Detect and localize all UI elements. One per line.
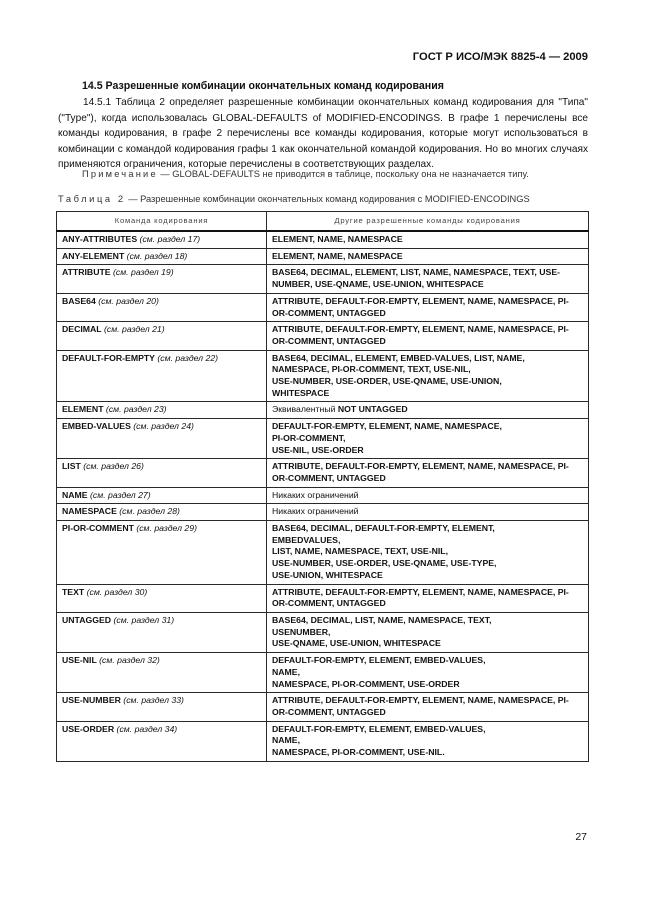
table-caption (58, 193, 588, 205)
table-row (57, 322, 589, 350)
allowed-commands-cell (267, 504, 589, 521)
section-reference: (см. раздел 33) (120, 695, 184, 706)
section-reference: (см. раздел 32) (96, 655, 160, 666)
note (82, 168, 588, 180)
table-row (57, 402, 589, 419)
allowed-commands: ATTRIBUTE, DEFAULT-FOR-EMPTY, ELEMENT, NAME, NAMESPACE, PI-OR-COMMENT, UNTAGGED (272, 461, 569, 483)
allowed-commands-cell (267, 653, 589, 693)
command-cell (57, 231, 267, 248)
command-cell (57, 293, 267, 321)
section-reference: (см. раздел 26) (80, 461, 144, 472)
table-row (57, 612, 589, 652)
table-row (57, 419, 589, 459)
col-header-allowed: Другие разрешенные команды кодирования (267, 212, 589, 232)
command-name: ANY-ELEMENT (62, 250, 125, 261)
page-number: 27 (575, 831, 587, 843)
allowed-commands: DEFAULT-FOR-EMPTY, ELEMENT, EMBED-VALUES, NAME, NAMESPACE, PI-OR-COMMENT, USE-NIL. (272, 723, 486, 758)
table-row (57, 231, 589, 248)
command-name: BASE64 (62, 295, 96, 306)
command-name: PI-OR-COMMENT (62, 523, 134, 534)
command-name: USE-NUMBER (62, 695, 121, 706)
table-row (57, 248, 589, 265)
section-reference: (см. раздел 34) (114, 723, 178, 734)
command-cell (57, 721, 267, 761)
allowed-commands-cell (267, 693, 589, 721)
allowed-commands: ATTRIBUTE, DEFAULT-FOR-EMPTY, ELEMENT, NAME, NAMESPACE, PI-OR-COMMENT, UNTAGGED (272, 586, 569, 609)
section-reference: (см. раздел 28) (116, 506, 180, 517)
allowed-commands: ATTRIBUTE, DEFAULT-FOR-EMPTY, ELEMENT, NAME, NAMESPACE, PI-OR-COMMENT, UNTAGGED (272, 324, 569, 346)
table-row (57, 293, 589, 321)
command-cell (57, 612, 267, 652)
section-reference: (см. раздел 19) (110, 267, 174, 278)
section-reference: (см. раздел 30) (84, 586, 148, 597)
allowed-commands-cell (267, 293, 589, 321)
command-cell (57, 402, 267, 419)
command-name: TEXT (62, 586, 85, 597)
allowed-commands: BASE64, DECIMAL, ELEMENT, LIST, NAME, NAMESPACE, TEXT, USE-NUMBER, USE-QNAME, USE-UNION, WHITESPACE (272, 267, 561, 290)
section-reference: (см. раздел 21) (101, 324, 165, 335)
command-cell (57, 504, 267, 521)
command-cell (57, 693, 267, 721)
command-cell (57, 584, 267, 612)
allowed-commands-cell (267, 612, 589, 652)
section-title: 14.5 Разрешенные комбинации окончательных команд кодирования (82, 80, 444, 92)
note-label: Примечание (82, 169, 158, 179)
allowed-commands-cell (267, 584, 589, 612)
command-name: UNTAGGED (62, 614, 112, 625)
allowed-commands-cell (267, 231, 589, 248)
allowed-commands: BASE64, DECIMAL, ELEMENT, EMBED-VALUES, LIST, NAME, NAMESPACE, PI-OR-COMMENT, TEXT, USE-NIL, USE-NUMBER, USE-ORDER, USE-QNAME, USE-UNION, WHITESPACE (272, 352, 525, 398)
allowed-commands-cell (267, 265, 589, 293)
command-cell (57, 248, 267, 265)
document-header: ГОСТ Р ИСО/МЭК 8825-4 — 2009 (412, 51, 588, 63)
command-name: DECIMAL (62, 324, 102, 335)
allowed-commands: DEFAULT-FOR-EMPTY, ELEMENT, EMBED-VALUES, NAME, NAMESPACE, PI-OR-COMMENT, USE-ORDER (272, 655, 486, 689)
allowed-commands: ATTRIBUTE, DEFAULT-FOR-EMPTY, ELEMENT, NAME, NAMESPACE, PI-OR-COMMENT, UNTAGGED (272, 695, 569, 717)
allowed-commands: DEFAULT-FOR-EMPTY, ELEMENT, NAME, NAMESPACE, PI-OR-COMMENT, USE-NIL, USE-ORDER (272, 421, 502, 455)
allowed-commands-cell (267, 419, 589, 459)
note-text: — GLOBAL-DEFAULTS не приводится в таблице, поскольку она не назначается типу. (157, 169, 529, 179)
command-name: DEFAULT-FOR-EMPTY (62, 352, 155, 363)
table-header-row (57, 212, 589, 232)
allowed-commands: BASE64, DECIMAL, DEFAULT-FOR-EMPTY, ELEMENT, EMBEDVALUES, LIST, NAME, NAMESPACE, TEXT, USE-NIL, USE-NUMBER, USE-ORDER, USE-QNAME, USE-TYPE, USE-UNION, WHITESPACE (272, 523, 497, 580)
table-row (57, 504, 589, 521)
command-cell (57, 521, 267, 585)
section-reference: (см. раздел 20) (95, 295, 159, 306)
table-row (57, 459, 589, 487)
section-reference: (см. раздел 29) (133, 523, 197, 534)
allowed-commands-cell (267, 721, 589, 761)
command-name: NAMESPACE (62, 506, 117, 517)
allowed-commands-cell (267, 521, 589, 585)
command-name: ATTRIBUTE (62, 267, 111, 278)
table-row (57, 521, 589, 585)
section-reference: (см. раздел 22) (154, 352, 219, 363)
allowed-commands-cell (267, 322, 589, 350)
allowed-commands: NOT UNTAGGED (337, 404, 408, 415)
command-name: NAME (62, 489, 88, 500)
table-row (57, 693, 589, 721)
command-cell (57, 265, 267, 293)
allowed-commands: BASE64, DECIMAL, LIST, NAME, NAMESPACE, TEXT, USENUMBER, USE-QNAME, USE-UNION, WHITESPACE (272, 614, 492, 649)
table-caption-text: — Разрешенные комбинации окончательных команд кодирования с MODIFIED-ENCODINGS (125, 194, 530, 204)
command-name: ELEMENT (62, 404, 104, 415)
allowed-commands: ATTRIBUTE, DEFAULT-FOR-EMPTY, ELEMENT, NAME, NAMESPACE, PI-OR-COMMENT, UNTAGGED (272, 295, 569, 318)
col-header-command: Команда кодирования (57, 212, 267, 232)
command-cell (57, 322, 267, 350)
command-name: ANY-ATTRIBUTES (62, 234, 138, 244)
command-name: EMBED-VALUES (62, 421, 131, 432)
section-paragraph: 14.5.1 Таблица 2 определяет разрешенные комбинации окончательных команд кодирования для "Типа" ("Type"), когда использовалась GLOBAL-DEFAULTS of MODIFIED-ENCODINGS. В графе 1 перечислены все команды кодирования, в графе 2 перечислены все команды кодирования, которые могут использоваться в комбинации с командой кодирования графы 1 как окончательной командой кодирования. Но во многих случаях применяются ограничения, которые перечислены в соответствующих разделах. (58, 97, 588, 171)
table-row (57, 584, 589, 612)
allowed-commands-cell (267, 487, 589, 504)
no-restrictions-text: Никаких ограничений (272, 506, 359, 517)
command-cell (57, 419, 267, 459)
section-reference: (см. раздел 27) (87, 489, 151, 500)
allowed-commands: ELEMENT, NAME, NAMESPACE (272, 234, 403, 244)
table-row (57, 721, 589, 761)
allowed-commands: ELEMENT, NAME, NAMESPACE (272, 250, 403, 261)
allowed-commands-cell (267, 350, 589, 402)
table-caption-label: Таблица 2 (58, 194, 126, 204)
allowed-prefix: Эквивалентный (272, 404, 338, 415)
encoding-combinations-table (56, 211, 589, 762)
allowed-commands-cell (267, 248, 589, 265)
command-cell (57, 487, 267, 504)
section-reference: (см. раздел 31) (111, 614, 175, 625)
command-cell (57, 459, 267, 487)
command-cell (57, 350, 267, 402)
section-reference: (см. раздел 23) (103, 404, 167, 415)
command-name: LIST (62, 461, 81, 472)
command-cell (57, 653, 267, 693)
allowed-commands-cell (267, 459, 589, 487)
command-name: USE-NIL (62, 655, 97, 666)
command-name: USE-ORDER (62, 723, 115, 734)
section-reference: (см. раздел 18) (124, 250, 188, 261)
section-reference: (см. раздел 17) (137, 234, 201, 244)
section-reference: (см. раздел 24) (130, 421, 194, 432)
table-row (57, 487, 589, 504)
table-body (57, 231, 589, 761)
table-row (57, 265, 589, 293)
no-restrictions-text: Никаких ограничений (272, 489, 359, 500)
allowed-commands-cell (267, 402, 589, 419)
table-row (57, 653, 589, 693)
table-row (57, 350, 589, 402)
